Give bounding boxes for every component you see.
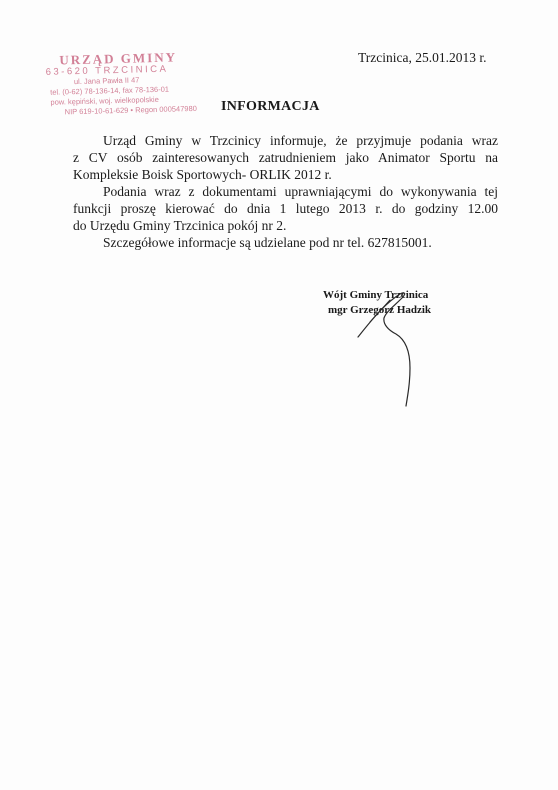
stamp-line: tel. (0-62) 78-136-14, fax 78-136-01 — [50, 84, 170, 97]
handwritten-signature — [350, 282, 430, 407]
signatory-name: mgr Grzegorz Hadzik — [328, 304, 432, 316]
signatory-title: Wójt Gminy Trzcinica — [323, 289, 429, 301]
body-line: do Urzędu Gminy Trzcinica pokój nr 2. — [73, 218, 287, 233]
body-line: Podania wraz z dokumentami uprawniającymi do wykonywania tej — [103, 184, 498, 199]
stamp-line: ul. Jana Pawła II 47 — [73, 75, 140, 87]
stamp-line: pow. kępiński, woj. wielkopolskie — [50, 94, 159, 107]
body-line: funkcji proszę kierować do dnia 1 lutego 2013 r. do godziny 12.00 — [73, 201, 498, 216]
body-line: Kompleksie Boisk Sportowych- ORLIK 2012 r. — [73, 167, 332, 182]
document-body — [73, 132, 498, 251]
stamp-line: 63-620 TRZCINICA — [45, 63, 169, 78]
body-line: Urząd Gminy w Trzcinicy informuje, że przyjmuje podania wraz — [103, 133, 498, 148]
document-title: INFORMACJA — [221, 99, 320, 114]
office-stamp — [43, 49, 197, 118]
body-line: z CV osób zainteresowanych zatrudnieniem jako Animator Sportu na — [73, 150, 498, 165]
stamp-line: NIP 619-10-61-629 • Regon 000547980 — [64, 103, 197, 117]
document-date: Trzcinica, 25.01.2013 r. — [358, 50, 487, 65]
stamp-line: URZĄD GMINY — [59, 49, 178, 68]
body-line: Szczegółowe informacje są udzielane pod nr tel. 627815001. — [103, 235, 432, 250]
